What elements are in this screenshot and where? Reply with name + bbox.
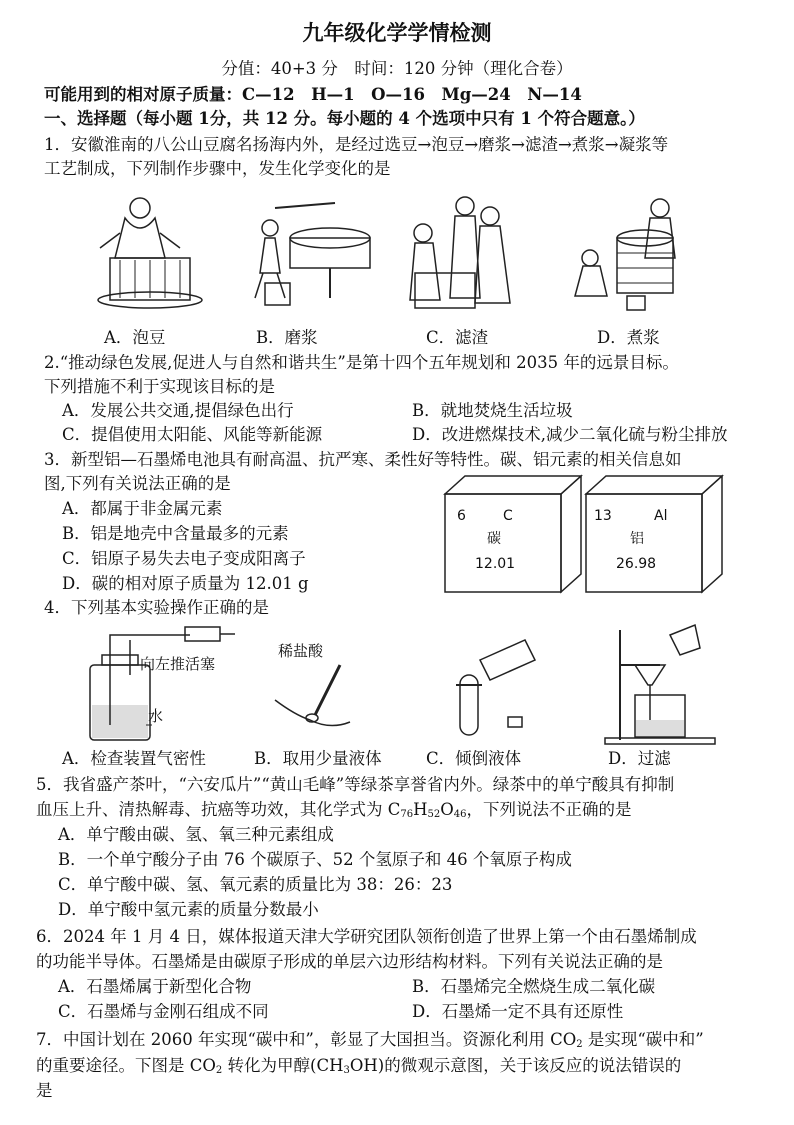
dropper-illustration [270,660,390,740]
carbon-element-cell [443,474,583,594]
q3-option-b[interactable]: B．铝是地壳中含量最多的元素 [62,524,289,543]
q6-option-b[interactable]: B．石墨烯完全燃烧生成二氧化碳 [412,977,656,996]
carbon-symbol: C [503,508,513,524]
q7-line1-part1: 7．中国计划在 2060 年实现“碳中和”，彰显了大国担当。资源化利用 CO [36,1030,577,1049]
q4-option-a[interactable]: A．检查装置气密性 [62,749,206,768]
q5-stem-line2 [36,799,632,826]
q5-option-d[interactable]: D．单宁酸中氢元素的质量分数最小 [58,900,319,919]
q2-stem-line1: 2.“推动绿色发展,促进人与自然和谐共生”是第十四个五年规划和 2035 年的远景目标。 [44,353,679,372]
q7-line2-sub: 2 [215,1065,223,1076]
q5-h: H [413,800,428,819]
q7-line1-sub: 2 [576,1039,583,1050]
q6-option-a[interactable]: A．石墨烯属于新型化合物 [58,977,252,996]
aluminum-mass: 26.98 [616,556,657,572]
filtration-illustration [600,620,740,750]
q7-stem-line2 [36,1055,681,1082]
subtitle: 分值：40+3 分 时间：120 分钟（理化合卷） [221,59,573,78]
q1-stem-line2: 工艺制成，下列制作步骤中，发生化学变化的是 [44,159,391,178]
q3-option-c[interactable]: C．铝原子易失去电子变成阳离子 [62,549,306,568]
soaking-beans-illustration [80,188,220,318]
q2-stem-line2: 下列措施不利于实现该目标的是 [44,377,275,396]
q4-option-b[interactable]: B．取用少量液体 [254,749,382,768]
push-piston-label: 向左推活塞 [140,655,216,673]
q2-option-a[interactable]: A．发展公共交通,提倡绿色出行 [62,401,294,420]
q1-option-c[interactable]: C．滤渣 [426,328,489,347]
carbon-name: 碳 [487,531,501,547]
q7-stem-line3: 是 [36,1081,53,1100]
q1-option-d[interactable]: D．煮浆 [597,328,660,347]
q4-option-c[interactable]: C．倾倒液体 [426,749,522,768]
q1-option-b[interactable]: B．磨浆 [256,328,318,347]
q1-stem-line1: 1．安徽淮南的八公山豆腐名扬海内外，是经过选豆→泡豆→磨浆→滤渣→煮浆→凝浆等 [44,135,669,154]
pouring-illustration [430,625,550,745]
q5-sub-o: 46 [453,809,467,820]
q5-line2-part1: 血压上升、清热解毒、抗癌等功效，其化学式为 C [36,800,401,819]
q6-stem-line2: 的功能半导体。石墨烯是由碳原子形成的单层六边形结构材料。下列有关说法正确的是 [36,952,663,971]
boiling-illustration [565,188,715,318]
q6-option-c[interactable]: C．石墨烯与金刚石组成不同 [58,1002,269,1021]
aluminum-name: 铝 [630,531,644,547]
q3-stem-line1: 3．新型铝—石墨烯电池具有耐高温、抗严寒、柔性好等特性。碳、铝元素的相关信息如 [44,450,682,469]
aluminum-element-cell [584,474,724,594]
q5-option-a[interactable]: A．单宁酸由碳、氢、氧三种元素组成 [58,825,334,844]
carbon-atomic-number: 6 [457,508,466,524]
q7-line2-sub2: 3 [343,1065,350,1076]
aluminum-symbol: Al [654,508,668,524]
q7-line1-part2: 是实现“碳中和” [582,1030,704,1049]
q3-option-d[interactable]: D．碳的相对原子质量为 12.01 g [62,574,309,593]
q2-option-b[interactable]: B．就地焚烧生活垃圾 [412,401,573,420]
aluminum-atomic-number: 13 [594,508,612,524]
carbon-mass: 12.01 [475,556,516,572]
q7-line2-part3: OH)的微观示意图，关于该反应的说法错误的 [349,1056,682,1075]
q5-option-c[interactable]: C．单宁酸中碳、氢、氧元素的质量比为 38：26：23 [58,875,453,894]
q4-stem: 4．下列基本实验操作正确的是 [44,598,269,617]
q3-option-a[interactable]: A．都属于非金属元素 [62,499,223,518]
q5-sub-c: 76 [400,809,414,820]
q6-stem-line1: 6．2024 年 1 月 4 日，媒体报道天津大学研究团队领衔创造了世界上第一个由石墨烯制成 [36,927,697,946]
section-heading: 一、选择题（每小题 1分，共 12 分。每小题的 4 个选项中只有 1 个符合题意。） [44,109,645,128]
q5-line2-part2: ，下列说法不正确的是 [466,800,632,819]
q4-option-d[interactable]: D．过滤 [608,749,671,768]
q7-line2-part1: 的重要途径。下图是 CO [36,1056,216,1075]
q3-stem-line2: 图,下列有关说法正确的是 [44,474,231,493]
q5-sub-h: 52 [427,809,441,820]
q5-o: O [440,800,454,819]
atomic-masses: 可能用到的相对原子质量：C—12 H—1 O—16 Mg—24 N—14 [44,85,582,104]
q6-option-d[interactable]: D．石墨烯一定不具有还原性 [412,1002,624,1021]
q5-option-b[interactable]: B．一个单宁酸分子由 76 个碳原子、52 个氢原子和 46 个氧原子构成 [58,850,572,869]
q5-stem-line1: 5．我省盛产茶叶，“六安瓜片”“黄山毛峰”等绿茶享誉省内外。绿茶中的单宁酸具有抑制 [36,775,675,794]
filtering-illustration [395,188,545,318]
q2-option-d[interactable]: D．改进燃煤技术,减少二氧化硫与粉尘排放 [412,425,728,444]
water-label: 水 [148,707,164,725]
page-title: 九年级化学学情检测 [302,20,492,45]
q7-line2-part2: 转化为甲醇(CH [222,1056,344,1075]
grinding-illustration [235,188,385,318]
q7-stem-line1 [36,1029,704,1056]
q2-option-c[interactable]: C．提倡使用太阳能、风能等新能源 [62,425,323,444]
airtightness-apparatus [80,625,240,745]
dilute-acid-label: 稀盐酸 [278,642,324,660]
q1-option-a[interactable]: A．泡豆 [104,328,166,347]
